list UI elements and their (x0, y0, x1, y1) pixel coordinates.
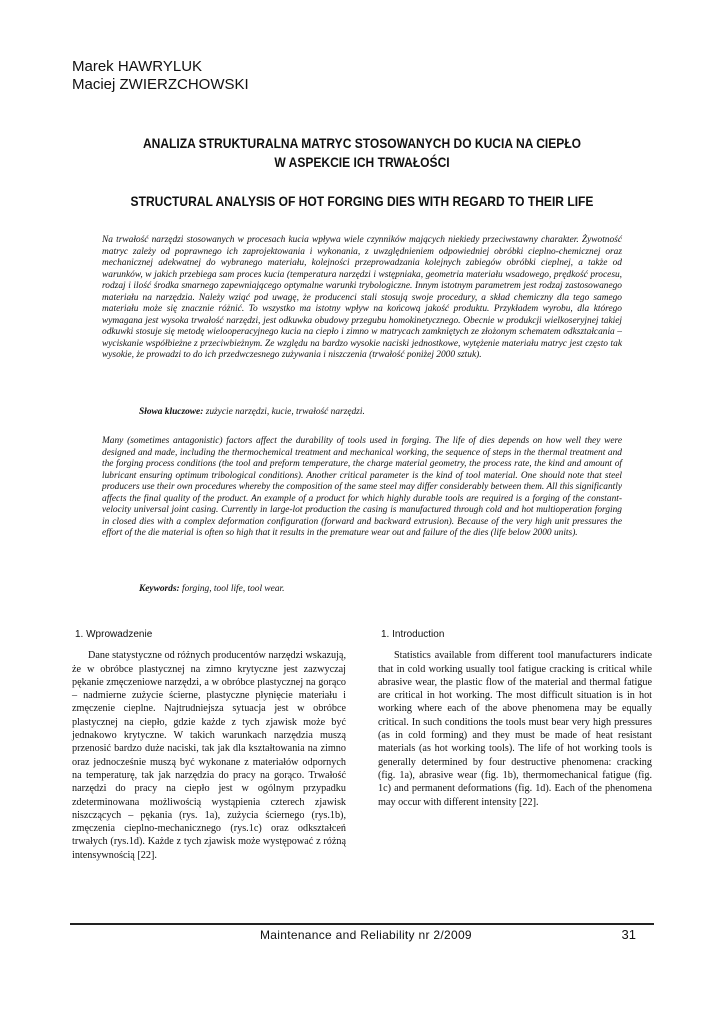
author-name: Maciej ZWIERZCHOWSKI (72, 76, 249, 93)
author-name: Marek HAWRYLUK (72, 58, 203, 75)
title-polish (111, 134, 613, 172)
section-english (378, 628, 652, 809)
title-english: STRUCTURAL ANALYSIS OF HOT FORGING DIES WITH REGARD TO THEIR LIFE (130, 193, 594, 209)
keywords-english (139, 584, 285, 594)
keywords-english-label: Keywords: (139, 584, 180, 594)
keywords-polish-text: zużycie narzędzi, kucie, trwałość narzędzi. (205, 407, 365, 417)
page-number: 31 (621, 927, 636, 942)
section-polish (72, 628, 346, 862)
footer-journal-name: Maintenance and Reliability nr 2/2009 (260, 928, 472, 942)
footer-divider (70, 923, 654, 925)
keywords-polish-label: Słowa kluczowe: (139, 407, 204, 417)
author-list (72, 58, 249, 94)
title-polish-line-1: ANALIZA STRUKTURALNA MATRYC STOSOWANYCH DO KUCIA NA CIEPŁO (142, 135, 582, 151)
title-polish-line-2: W ASPEKCIE ICH TRWAŁOŚCI (274, 154, 450, 170)
section-heading-polish: 1. Wprowadzenie (75, 629, 153, 640)
abstract-english: Many (sometimes antagonistic) factors affect the durability of tools used in forging. The life of dies depends on how well they were designed and made, including the thermochemical treatment and mechanical working, the sequence of steps in the thermal treatment and the forging process conditions (the tool and preform temperature, the charge material geometry, the process rate, the kind and amount of lubricant ensuring optimum tribological conditions). Another critical parameter is the kind of tool material. One should note that steel producers use their own procedures whereby the composition of the same steel may differ considerably between them. All this significantly affects the final quality of the product. An example of a product for which highly durable tools are required is a forging of the constant-velocity universal joint casing. Currently in large-lot production the casing is manufactured through cold and hot multioperation forging in closed dies with a complex deformation configuration (forward and backward extrusion). Because of the very high unit pressures the effort of the die material is often so high that it results in the premature wear out and failure of the dies (life below 2000 units). (102, 436, 622, 538)
abstract-polish: Na trwałość narzędzi stosowanych w procesach kucia wpływa wiele czynników mających niekiedy przeciwstawny charakter. Żywotność matryc zależy od poprawnego ich zaprojektowania i wykonania, z uwzględnieniem odpowiedniej obróbki cieplno-chemicznej oraz mechanicznej adekwatnej do wybranego materiału, kolejności przeprowadzania kolejnych zabiegów obróbki cieplnej, a także od warunków, w jakich przebiega sam proces kucia (temperatura narzędzi i wstępniaka, geometria materiału wsadowego, prędkość procesu, rodzaj i ilość środka smarnego zapewniającego optymalne warunki trybologiczne. Innym istotnym parametrem jest rodzaj zastosowanego materiału na narzędzia. Należy wziąć pod uwagę, że producenci stali stosują swoje procedury, a skład chemiczny dla tego samego materiału może się znacznie różnić. To wszystko ma istotny wpływ na końcową jakość produktu. Przykładem wyrobu, dla którego wymagana jest wysoka trwałość narzędzi, jest odkuwka obudowy przegubu homokinetycznego. Obecnie w produkcji wielkoseryjnej takiej odkuwki stosuje się metodę wielooperacyjnego kucia na ciepło i zimno w matrycach zamkniętych ze złożonym schematem odkształcania – wyciskanie współbieżne z przeciwbieżnym. Ze względu na bardzo wysokie naciski jednostkowe, wytężenie materiału matryc jest często tak wysokie, że prowadzi to do ich przedwczesnego zużywania i niszczenia (trwałość poniżej 2000 sztuk). (102, 235, 622, 360)
keywords-english-text: forging, tool life, tool wear. (181, 584, 285, 594)
section-paragraph-english: Statistics available from different tool manufacturers indicate that in cold working usually tool fatigue cracking is critical while abrasive wear, the plastic flow of the material and thermal fatigue are critical in hot working. The most difficult situation is in hot working where each of the above phenomena may be equally critical. In such conditions the tools must bear very high pressures (as in cold forming) and they must be made of heat resistant materials (as hot working tools). The life of hot working tools is generally determined by four destructive phenomena: cracking (fig. 1a), abrasive wear (fig. 1b), thermomechanical fatigue (fig. 1c) and permanent deformations (fig. 1d). Each of the phenomena may occur with different intensity [22]. (378, 650, 652, 808)
section-paragraph-polish: Dane statystyczne od różnych producentów narzędzi wskazują, że w obróbce plastycznej na zimno krytyczne jest zazwyczaj pękanie zmęczeniowe narzędzi, a w obróbce plastycznej na gorąco – nadmierne zużycie ścierne, plastyczne płynięcie materiału i zmęczenie cieplne. Najtrudniejsza sytuacja jest w obróbce plastycznej na ciepło, gdzie każde z tych zjawisk może być jednakowo krytyczne. W takich warunkach narzędzia muszą przenosić bardzo duże naciski, tak jak dla kształtowania na zimno oraz jednocześnie muszą być wykonane z materiałów odpornych na temperaturę, tak jak narzędzia do pracy na gorąco. Trwałość narzędzi do pracy na ciepło jest w ogólnym przypadku zdeterminowana możliwością wystąpienia czterech zjawisk niszczących – pękania (rys. 1a), zużycia ściernego (rys.1b), zmęczenia cieplno-mechanicznego (rys.1c) oraz odkształceń trwałych (rys.1d). Każde z tych zjawisk może występować z różną intensywnością [22]. (72, 650, 346, 861)
keywords-polish (139, 407, 365, 417)
section-heading-english: 1. Introduction (381, 629, 445, 640)
